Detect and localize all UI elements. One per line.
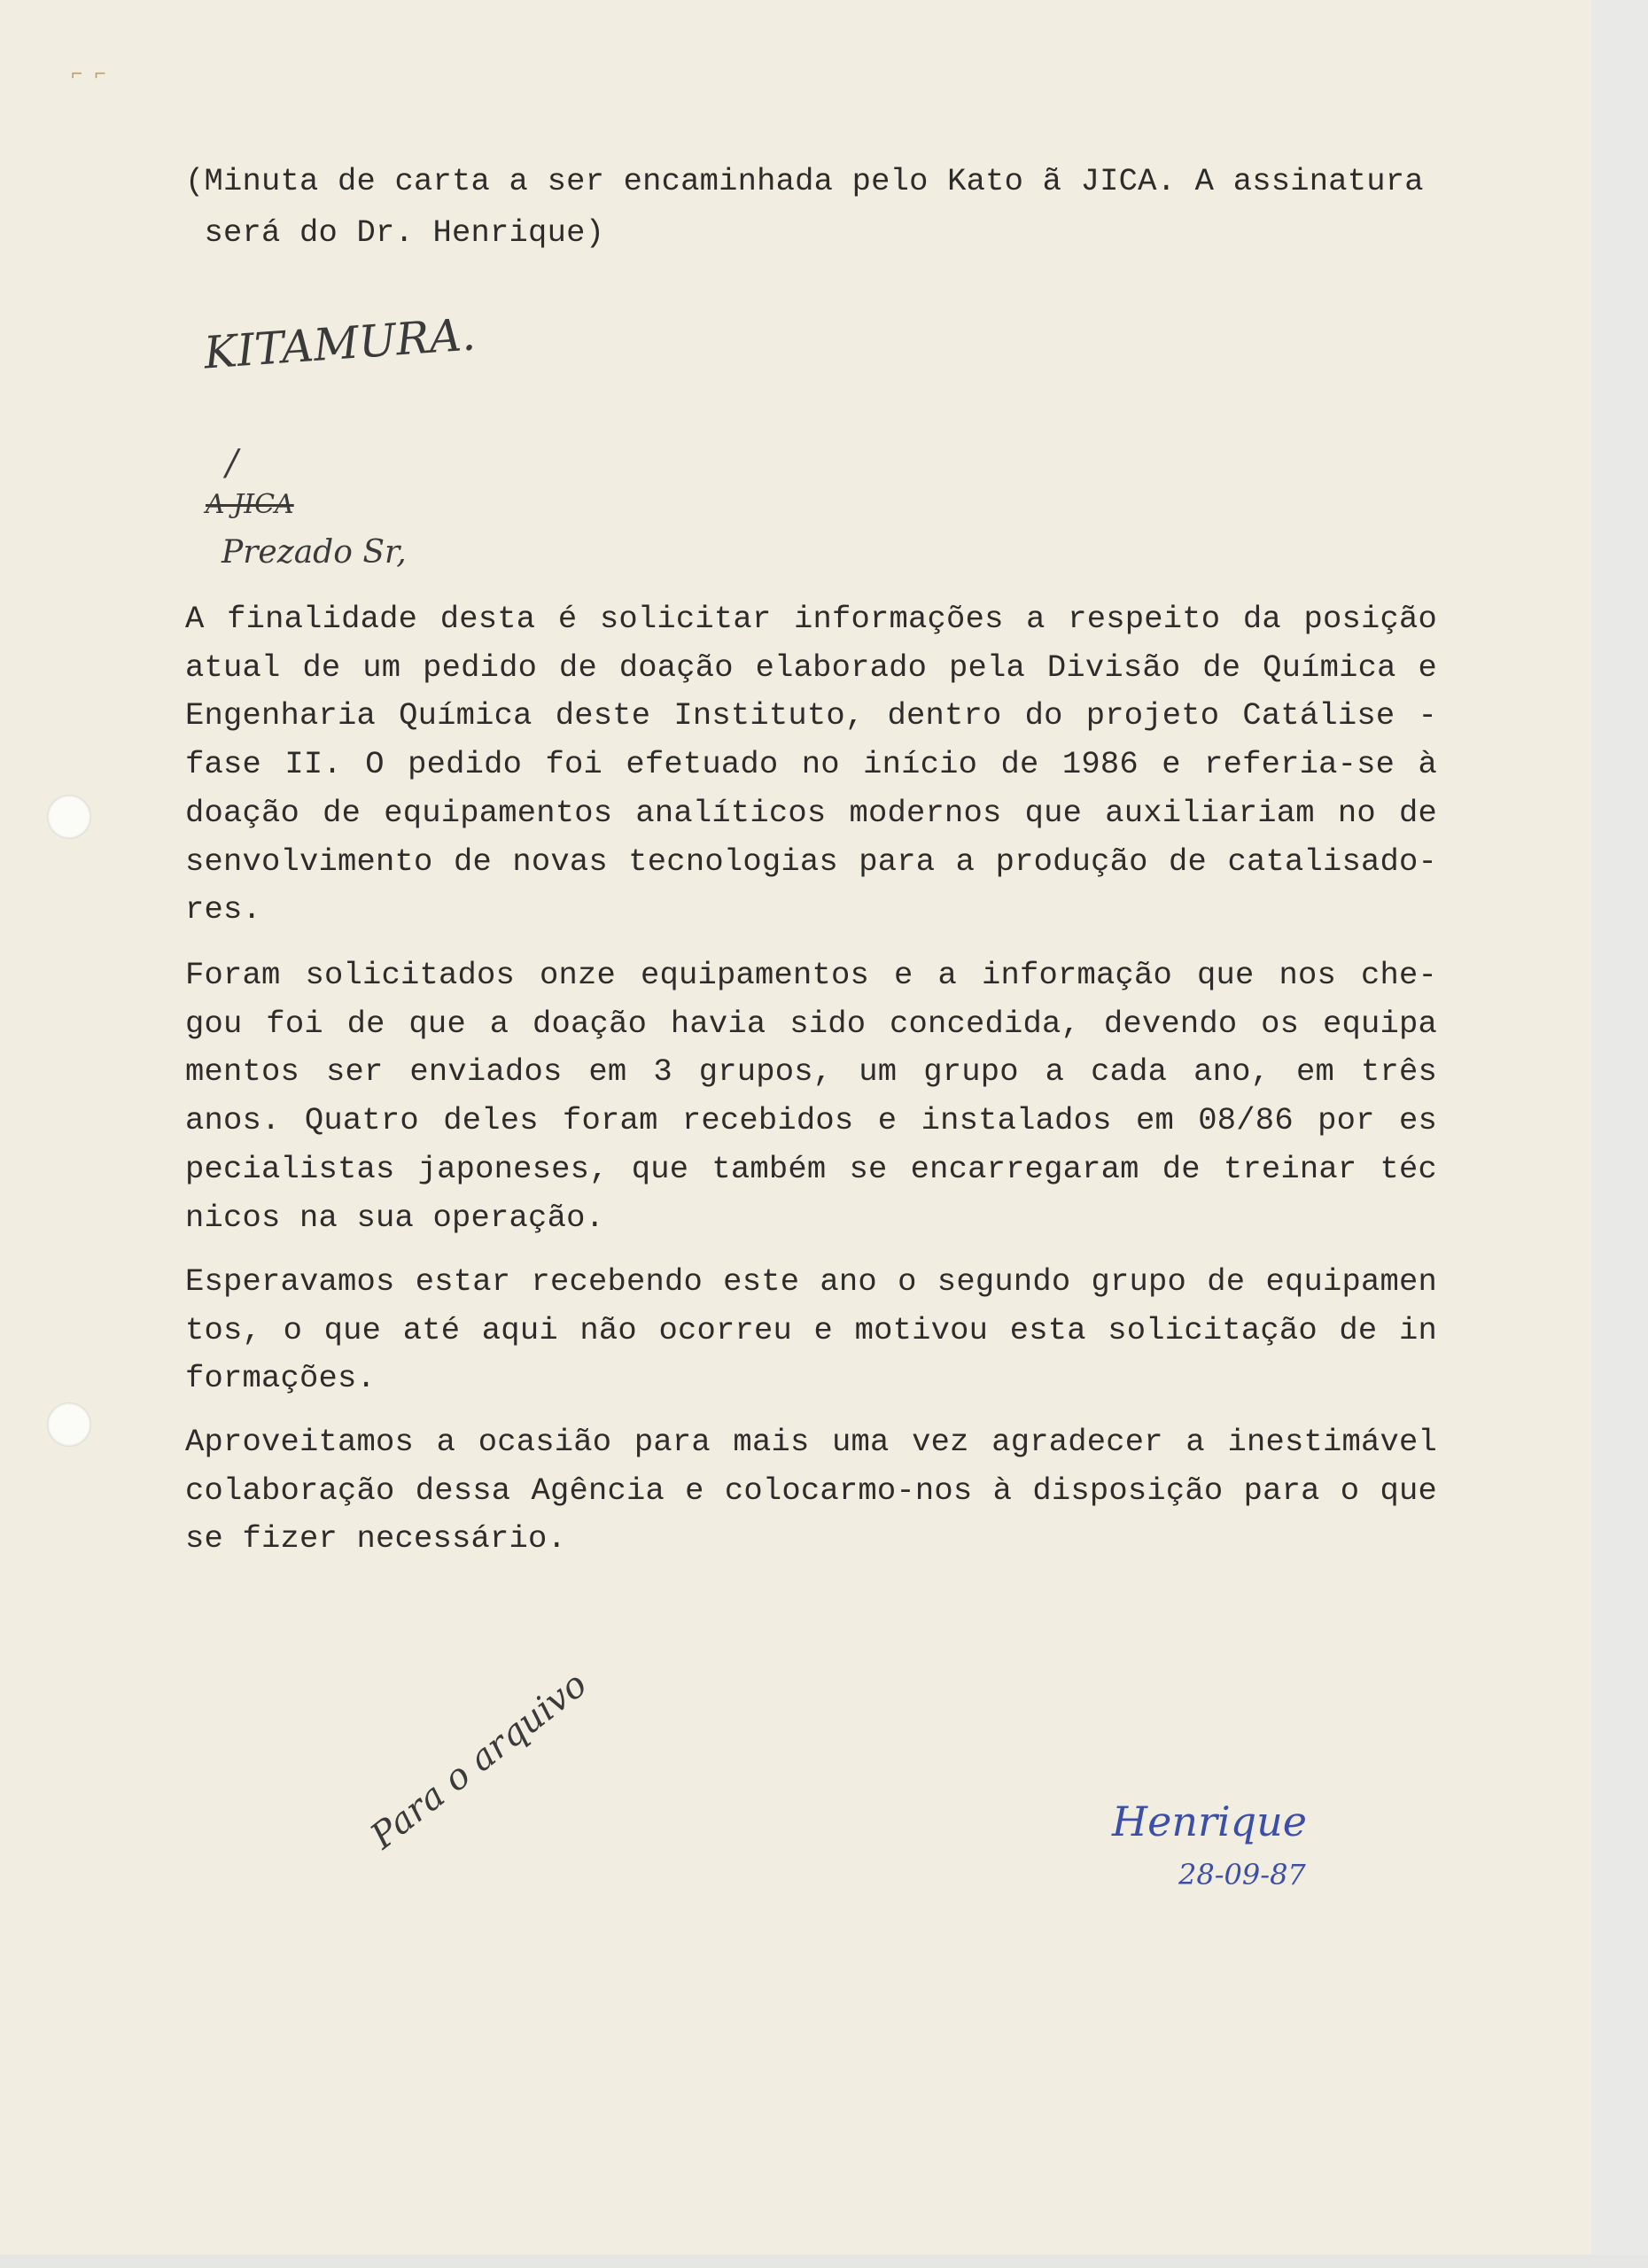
paragraph-2-line: pecialistas japoneses, que também se encarregaram de treinar téc — [185, 1150, 1437, 1187]
paragraph-3-line: formações. — [185, 1360, 377, 1397]
scan-edge-bottom — [0, 2255, 1648, 2268]
handwritten-tick: / — [226, 443, 238, 484]
paragraph-4-line: Aproveitamos a ocasião para mais uma vez agradecer a inestimável — [185, 1424, 1437, 1460]
paragraph-2-line: anos. Quatro deles foram recebidos e instalados em 08/86 por es — [185, 1102, 1437, 1139]
header-note-line: (Minuta de carta a ser encaminhada pelo Kato ã JICA. A assinatura — [185, 163, 1424, 199]
handwritten-addressee: KITAMURA. — [202, 308, 478, 379]
scan-edge — [1591, 0, 1648, 2268]
punch-hole — [47, 1402, 91, 1447]
paragraph-1-line: doação de equipamentos analíticos modernos que auxiliariam no de — [185, 794, 1437, 831]
struck-word: A JICA — [206, 489, 294, 520]
paragraph-1-line: A finalidade desta é solicitar informações a respeito da posição — [185, 601, 1437, 637]
punch-hole — [47, 795, 91, 839]
paragraph-2-line: nicos na sua operação. — [185, 1199, 605, 1236]
paragraph-2-line: mentos ser enviados em 3 grupos, um grupo a cada ano, em três — [185, 1053, 1437, 1091]
paragraph-1-line: Engenharia Química deste Instituto, dentro do projeto Catálise - — [185, 697, 1437, 734]
handwritten-margin-note: Para o arquivo — [363, 1664, 595, 1858]
signature-date: 28-09-87 — [1178, 1858, 1306, 1891]
paragraph-1-line: fase II. O pedido foi efetuado no início de 1986 e referia-se à — [185, 746, 1437, 783]
paragraph-4-line: colaboração dessa Agência e colocarmo-nos à disposição para o que — [185, 1472, 1437, 1509]
paragraph-3-line: tos, o que até aqui não ocorreu e motivou esta solicitação de in — [185, 1311, 1437, 1348]
handwritten-salutation: Prezado Sr, — [222, 534, 407, 571]
paragraph-2-line: Foram solicitados onze equipamentos e a informação que nos che- — [185, 957, 1437, 993]
paragraph-1-line: res. — [185, 891, 262, 928]
staple-mark: ⌐ ⌐ — [71, 64, 106, 86]
paragraph-4-line: se fizer necessário. — [185, 1520, 567, 1557]
paragraph-3-line: Esperavamos estar recebendo este ano o segundo grupo de equipamen — [185, 1263, 1437, 1300]
paragraph-1-line: atual de um pedido de doação elaborado pela Divisão de Química e — [185, 649, 1437, 686]
signature: Henrique — [1112, 1798, 1307, 1845]
paragraph-1-line: senvolvimento de novas tecnologias para a produção de catalisado- — [185, 843, 1437, 880]
paragraph-2-line: gou foi de que a doação havia sido concedida, devendo os equipa — [185, 1005, 1437, 1042]
header-note-line: será do Dr. Henrique) — [185, 214, 605, 251]
